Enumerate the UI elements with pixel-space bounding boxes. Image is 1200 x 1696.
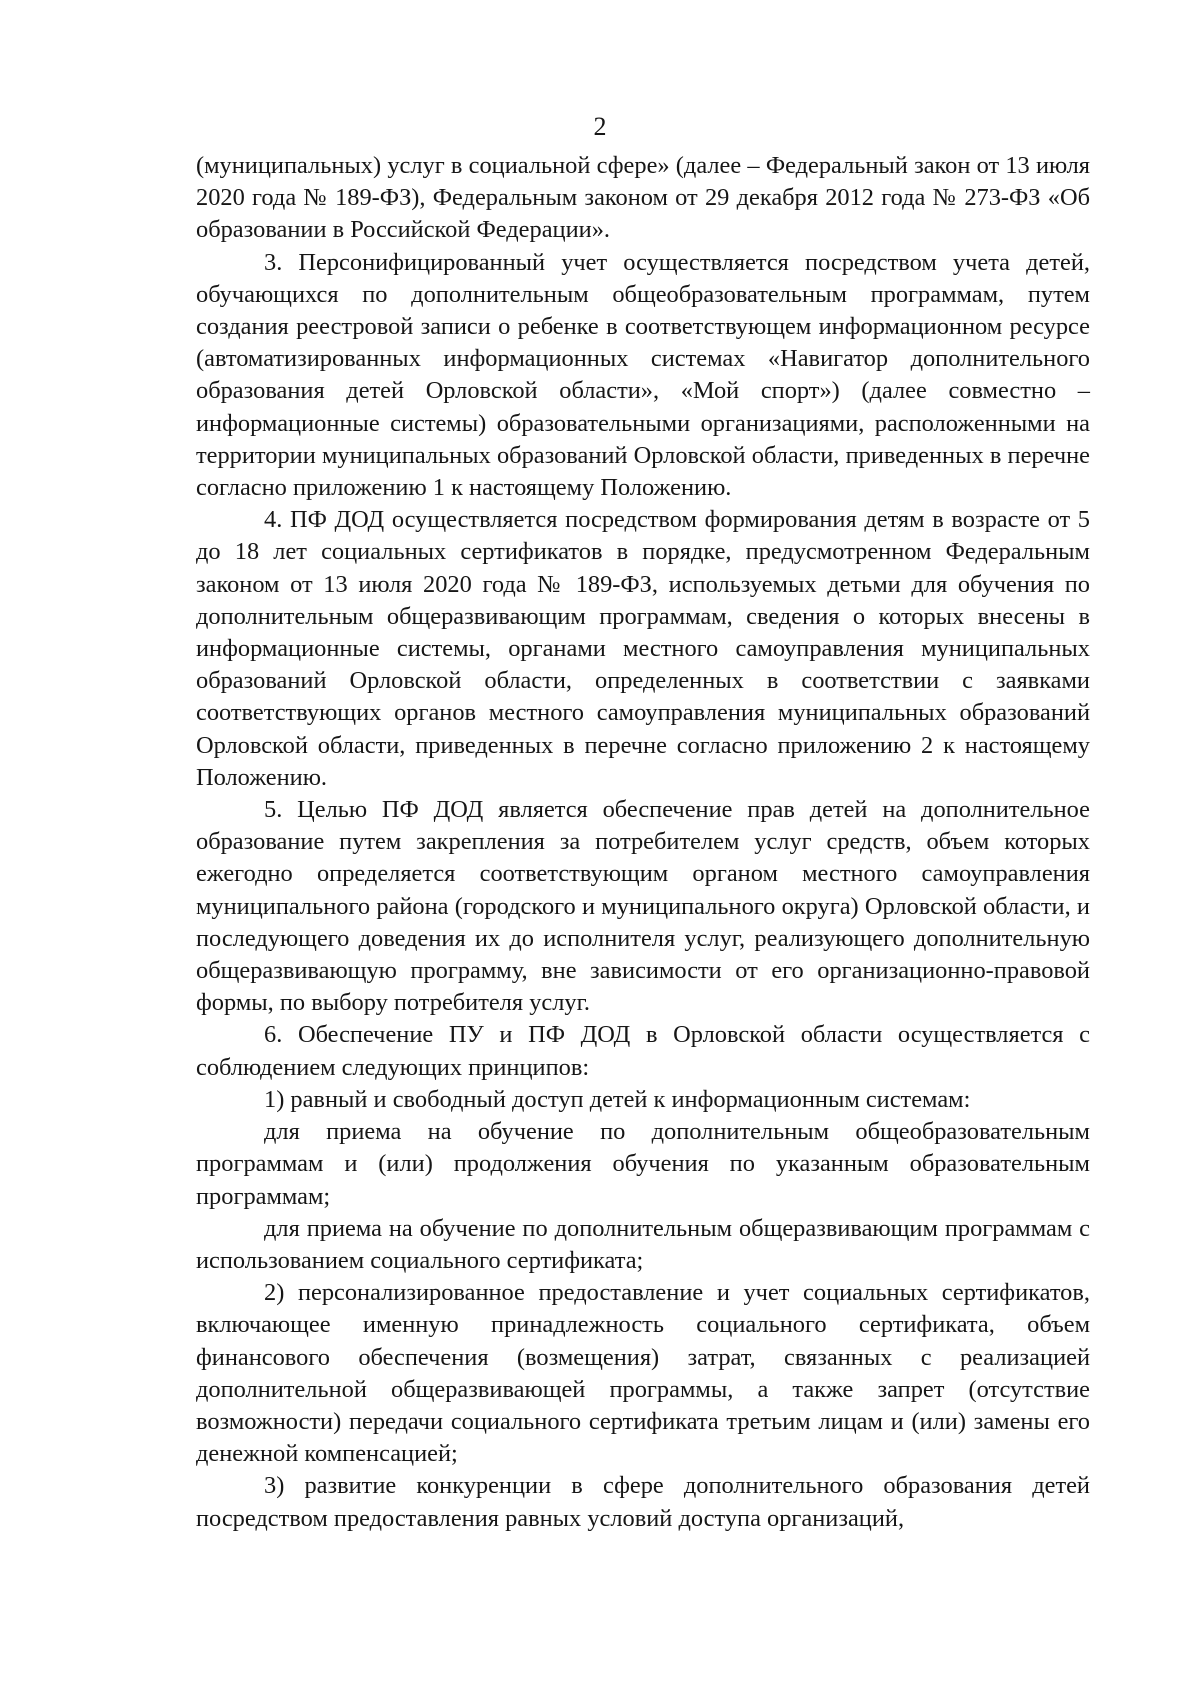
paragraph-item-4: 4. ПФ ДОД осуществляется посредством формирования детям в возрасте от 5 до 18 лет социальных сертификатов в порядке, предусмотренном Федеральным законом от 13 июля 2020 года № 189-ФЗ, используемых детьми для обучения по дополнительным общеразвивающим программам, сведения о которых внесены в информационные системы, органами местного самоуправления муниципальных образований Орловской области, определенных в соответствии с заявками соответствующих органов местного самоуправления муниципальных образований Орловской области, приведенных в перечне согласно приложению 2 к настоящему Положению. bbox=[196, 506, 1090, 791]
principle-3: 3) развитие конкуренции в сфере дополнительного образования детей посредством предоставления равных условий доступа организаций, bbox=[196, 1472, 1090, 1532]
principle-1-sub-b: для приема на обучение по дополнительным общеразвивающим программам с использованием социального сертификата; bbox=[196, 1214, 1090, 1274]
page-number: 2 bbox=[593, 112, 607, 141]
document-body bbox=[196, 150, 1090, 1535]
principle-2: 2) персонализированное предоставление и учет социальных сертификатов, включающее именную принадлежность социального сертификата, объем финансового обеспечения (возмещения) затрат, связанных с реализацией дополнительной общеразвивающей программы, а также запрет (отсутствие возможности) передачи социального сертификата третьим лицам и (или) замены его денежной компенсацией; bbox=[196, 1279, 1090, 1468]
paragraph-item-5: 5. Целью ПФ ДОД является обеспечение прав детей на дополнительное образование путем закрепления за потребителем услуг средств, объем которых ежегодно определяется соответствующим органом местного самоуправления муниципального района (городского и муниципального округа) Орловской области, и последующего доведения их до исполнителя услуг, реализующего дополнительную общеразвивающую программу, вне зависимости от его организационно-правовой формы, по выбору потребителя услуг. bbox=[196, 796, 1090, 1017]
principle-1-sub-a: для приема на обучение по дополнительным общеобразовательным программам и (или) продолжения обучения по указанным образовательным программам; bbox=[196, 1118, 1090, 1210]
paragraph-continuation: (муниципальных) услуг в социальной сфере» (далее – Федеральный закон от 13 июля 2020 года № 189-ФЗ), Федеральным законом от 29 декабря 2012 года № 273-ФЗ «Об образовании в Российской Федерации». bbox=[196, 152, 1090, 244]
paragraph-item-6: 6. Обеспечение ПУ и ПФ ДОД в Орловской области осуществляется с соблюдением следующих принципов: bbox=[196, 1021, 1090, 1081]
principle-1: 1) равный и свободный доступ детей к информационным системам: bbox=[264, 1085, 971, 1113]
paragraph-item-3: 3. Персонифицированный учет осуществляется посредством учета детей, обучающихся по дополнительным общеобразовательным программам, путем создания реестровой записи о ребенке в соответствующем информационном ресурсе (автоматизированных информационных системах «Навигатор дополнительного образования детей Орловской области», «Мой спорт») (далее совместно – информационные системы) образовательными организациями, расположенными на территории муниципальных образований Орловской области, приведенных в перечне согласно приложению 1 к настоящему Положению. bbox=[196, 248, 1090, 502]
